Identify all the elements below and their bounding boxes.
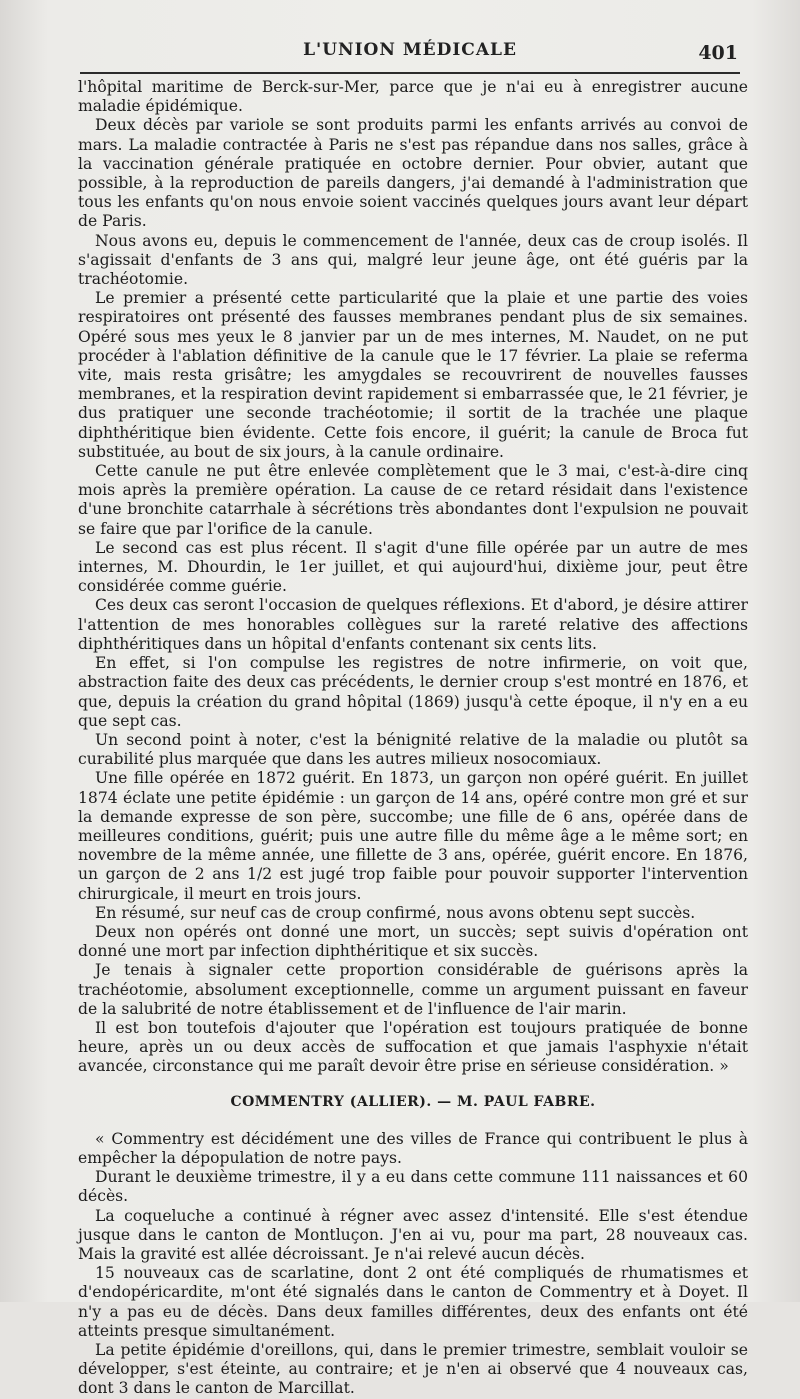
paragraph: En résumé, sur neuf cas de croup confirmé, nous avons obtenu sept succès. xyxy=(95,903,696,922)
paragraph: Ces deux cas seront l'occasion de quelques réflexions. Et d'abord, je désire attirer l'attention de mes honorables collègues sur la rareté relative des affections diphthéritiques dans un hôpital d'enfants contenant six cents lits. xyxy=(78,596,748,653)
paragraph: Deux non opérés ont donné une mort, un succès; sept suivis d'opération ont donné une mort par infection diphthéritique et six succès. xyxy=(78,922,748,961)
paragraph: Le second cas est plus récent. Il s'agit d'une fille opérée par un autre de mes internes, M. Dhourdin, le 1er juillet, et qui aujourd'hui, dixième jour, peut être considérée comme guérie. xyxy=(78,538,748,596)
paragraph: Une fille opérée en 1872 guérit. En 1873, un garçon non opéré guérit. En juillet 1874 éclate une petite épidémie : un garçon de 14 ans, opéré contre mon gré et sur la demande expresse de son père, succombe; une fille de 6 ans, opérée dans de meilleures conditions, guérit; puis une autre fille du même âge a le même sort; en novembre de la même année, une fillette de 3 ans, opérée, guérit encore. En 1876, un garçon de 2 ans 1/2 est jugé trop faible pour pouvoir supporter l'intervention chirurgicale, il meurt en trois jours. xyxy=(78,769,748,903)
paragraph: Un second point à noter, c'est la bénignité relative de la maladie ou plutôt sa curabilité plus marquée que dans les autres milieux nosocomiaux. xyxy=(78,730,748,769)
paragraph: 15 nouveaux cas de scarlatine, dont 2 ont été compliqués de rhumatismes et d'endopéricardite, m'ont été signalés dans le canton de Commentry et à Doyet. Il n'y a pas eu de décès. Dans deux familles différentes, deux des enfants ont été atteints presque simultanément. xyxy=(78,1264,748,1340)
paragraph: Nous avons eu, depuis le commencement de l'année, deux cas de croup isolés. Il s'agissait d'enfants de 3 ans qui, malgré leur jeune âge, ont été guéris par la trachéotomie. xyxy=(78,231,748,289)
paragraph: l'hôpital maritime de Berck-sur-Mer, parce que je n'ai eu à enregistrer aucune maladie épidémique. xyxy=(78,78,748,116)
paragraph: Le premier a présenté cette particularité que la plaie et une partie des voies respiratoires ont présenté des fausses membranes pendant plus de six semaines. Opéré sous mes yeux le 8 janvier par un de mes internes, M. Naudet, on ne put procéder à l'ablation définitive de la canule que le 17 février. La plaie se referma vite, mais resta grisâtre; les amygdales se recouvrirent de nouvelles fausses membranes, et la respiration devint rapidement si embarrassée que, le 21 février, je dus pratiquer une seconde trachéotomie; il sortit de la trachée une plaque diphthéritique bien évidente. Cette fois encore, il guérit; la canule de Broca fut substituée, au bout de six jours, à la canule ordinaire. xyxy=(78,289,748,461)
paragraph: Cette canule ne put être enlevée complètement que le 3 mai, c'est-à-dire cinq mois après la première opération. La cause de ce retard résidait dans l'existence d'une bronchite catarrhale à sécrétions très abondantes dont l'expulsion ne pouvait se faire que par l'orifice de la canule. xyxy=(78,462,748,538)
running-title: L'UNION MÉDICALE xyxy=(303,40,517,60)
paragraph: Durant le deuxième trimestre, il y a eu dans cette commune 111 naissances et 60 décès. xyxy=(78,1168,748,1206)
page-number: 401 xyxy=(698,42,738,64)
paragraph: En effet, si l'on compulse les registres de notre infirmerie, on voit que, abstraction faite des deux cas précédents, le dernier croup s'est montré en 1876, et que, depuis la création du grand hôpital (1869) jusqu'à cette époque, il n'y en a eu que sept cas. xyxy=(78,654,748,730)
paragraph: Deux décès par variole se sont produits parmi les enfants arrivés au convoi de mars. La maladie contractée à Paris ne s'est pas répandue dans nos salles, grâce à la vaccination générale pratiquée en octobre dernier. Pour obvier, autant que possible, à la reproduction de pareils dangers, j'ai demandé à l'administration que tous les enfants qu'on nous envoie soient vaccinés quelques jours avant leur départ de Paris. xyxy=(78,116,748,231)
paragraph: La petite épidémie d'oreillons, qui, dans le premier trimestre, semblait vouloir se développer, s'est éteinte, au contraire; et je n'en ai observé que 4 nouveaux cas, dont 3 dans le canton de Marcillat. xyxy=(78,1341,748,1398)
page-header xyxy=(80,40,740,68)
header-rule xyxy=(80,72,740,74)
paragraph: « Commentry est décidément une des villes de France qui contribuent le plus à empêcher la dépopulation de notre pays. xyxy=(78,1129,748,1167)
paragraph: Il est bon toutefois d'ajouter que l'opération est toujours pratiquée de bonne heure, après un ou deux accès de suffocation et que jamais l'asphyxie n'était avancée, circonstance qui me paraît devoir être prise en sérieuse considération. » xyxy=(78,1018,748,1076)
section-heading: COMMENTRY (ALLIER). — M. PAUL FABRE. xyxy=(230,1093,596,1110)
article-body xyxy=(78,78,748,1399)
paragraph: Je tenais à signaler cette proportion considérable de guérisons après la trachéotomie, absolument exceptionnelle, comme un argument puissant en faveur de la salubrité de notre établissement et de l'influence de l'air marin. xyxy=(78,961,748,1018)
paragraph: La coqueluche a continué à régner avec assez d'intensité. Elle s'est étendue jusque dans le canton de Montluçon. J'en ai vu, pour ma part, 28 nouveaux cas. Mais la gravité est allée décroissant. Je n'ai relevé aucun décès. xyxy=(78,1206,748,1263)
